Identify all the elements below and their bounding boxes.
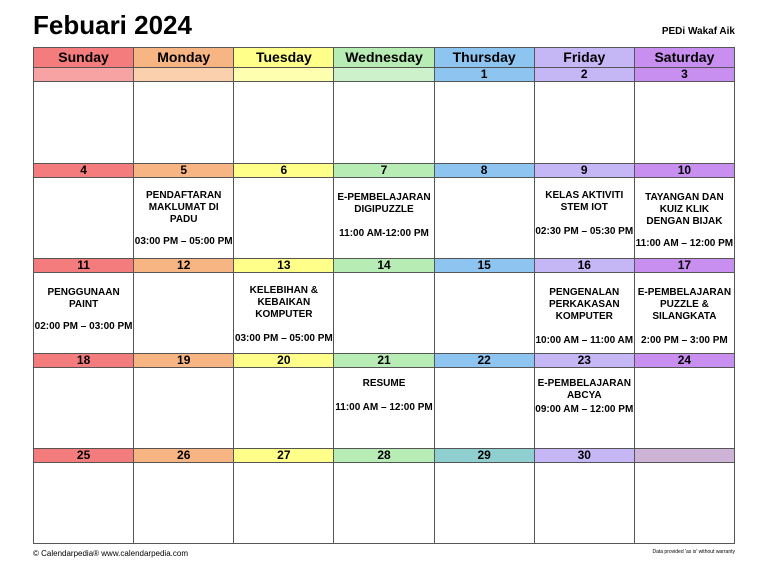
event-time: 03:00 PM – 05:00 PM — [234, 333, 333, 344]
day-cell[interactable] — [334, 368, 434, 449]
date-number: 10 — [635, 164, 735, 178]
day-cell[interactable] — [34, 273, 134, 354]
day-cell[interactable] — [234, 273, 334, 354]
date-number: 12 — [134, 259, 234, 273]
date-number — [234, 68, 334, 82]
date-number: 3 — [635, 68, 735, 82]
day-cell[interactable] — [134, 273, 234, 354]
day-cell[interactable] — [334, 82, 434, 164]
calendar-grid — [33, 47, 735, 544]
footer-disclaimer: Data provided 'as is' without warranty — [652, 549, 735, 555]
day-cell[interactable] — [234, 178, 334, 259]
event-title: TAYANGAN DAN KUIZ KLIK DENGAN BIJAK — [645, 192, 724, 227]
date-number — [635, 449, 735, 463]
date-number: 13 — [234, 259, 334, 273]
date-number: 2 — [535, 68, 635, 82]
week-body-row — [34, 178, 735, 259]
date-number: 5 — [134, 164, 234, 178]
date-number — [134, 68, 234, 82]
day-cell[interactable] — [435, 463, 535, 544]
day-cell[interactable] — [334, 178, 434, 259]
date-number: 30 — [535, 449, 635, 463]
date-number: 23 — [535, 354, 635, 368]
week-date-row — [34, 449, 735, 463]
day-cell[interactable] — [234, 368, 334, 449]
weekday-header-sunday: Sunday — [34, 48, 134, 68]
event-title: PENDAFTARAN MAKLUMAT DI PADU — [146, 190, 222, 225]
event-time: 2:00 PM – 3:00 PM — [641, 335, 728, 346]
day-cell[interactable] — [535, 463, 635, 544]
day-cell[interactable] — [134, 82, 234, 164]
week-body-row — [34, 82, 735, 164]
event-title: PENGGUNAAN PAINT — [47, 287, 120, 310]
date-number: 15 — [435, 259, 535, 273]
week-body-row — [34, 273, 735, 354]
day-cell[interactable] — [34, 463, 134, 544]
event-title: KELAS AKTIVITI STEM IOT — [545, 190, 624, 213]
day-cell[interactable] — [134, 368, 234, 449]
organization-label: PEDi Wakaf Aik — [661, 26, 735, 37]
weekday-header-friday: Friday — [535, 48, 635, 68]
day-cell[interactable] — [535, 368, 635, 449]
date-number — [334, 68, 434, 82]
day-cell[interactable] — [535, 178, 635, 259]
date-number: 28 — [334, 449, 434, 463]
week-body-row — [34, 368, 735, 449]
day-cell[interactable] — [334, 273, 434, 354]
date-number: 14 — [334, 259, 434, 273]
event-time: 09:00 AM – 12:00 PM — [535, 404, 634, 415]
day-cell[interactable] — [435, 273, 535, 354]
day-cell[interactable] — [234, 463, 334, 544]
day-cell[interactable] — [535, 273, 635, 354]
date-number: 20 — [234, 354, 334, 368]
day-cell[interactable] — [234, 82, 334, 164]
weeks-container — [34, 68, 735, 544]
event-title: PENGENALAN PERKAKASAN KOMPUTER — [548, 287, 620, 322]
date-number: 11 — [34, 259, 134, 273]
day-cell[interactable] — [435, 178, 535, 259]
event-time: 11:00 AM – 12:00 PM — [635, 238, 734, 249]
event-title: E-PEMBELAJARAN DIGIPUZZLE — [337, 192, 431, 215]
day-cell[interactable] — [635, 368, 735, 449]
day-cell[interactable] — [134, 463, 234, 544]
date-number: 21 — [334, 354, 434, 368]
week-body-row — [34, 463, 735, 544]
date-number — [34, 68, 134, 82]
date-number: 1 — [435, 68, 535, 82]
week-date-row — [34, 354, 735, 368]
date-number: 8 — [435, 164, 535, 178]
date-number: 26 — [134, 449, 234, 463]
footer-copyright: © Calendarpedia® www.calendarpedia.com — [33, 549, 188, 558]
weekday-header-thursday: Thursday — [435, 48, 535, 68]
event-title: E-PEMBELAJARAN ABCYA — [537, 378, 631, 401]
day-cell[interactable] — [635, 273, 735, 354]
weekday-header-monday: Monday — [134, 48, 234, 68]
weekday-header-tuesday: Tuesday — [234, 48, 334, 68]
day-cell[interactable] — [635, 178, 735, 259]
event-time: 03:00 PM – 05:00 PM — [134, 236, 233, 247]
event-time: 02:30 PM – 05:30 PM — [535, 226, 634, 237]
event-time: 11:00 AM – 12:00 PM — [335, 402, 433, 413]
date-number: 22 — [435, 354, 535, 368]
day-cell[interactable] — [535, 82, 635, 164]
date-number: 19 — [134, 354, 234, 368]
event-time: 02:00 PM – 03:00 PM — [34, 321, 133, 332]
day-cell[interactable] — [34, 178, 134, 259]
event-title: E-PEMBELAJARAN PUZZLE & SILANGKATA — [637, 287, 732, 322]
week-date-row — [34, 259, 735, 273]
date-number: 25 — [34, 449, 134, 463]
day-cell[interactable] — [34, 82, 134, 164]
date-number: 4 — [34, 164, 134, 178]
event-time: 10:00 AM – 11:00 AM — [535, 335, 634, 346]
event-time: 11:00 AM-12:00 PM — [339, 228, 429, 239]
week-date-row — [34, 68, 735, 82]
day-cell[interactable] — [334, 463, 434, 544]
date-number: 27 — [234, 449, 334, 463]
date-number: 9 — [535, 164, 635, 178]
event-title: KELEBIHAN & KEBAIKAN KOMPUTER — [249, 285, 319, 320]
day-cell[interactable] — [635, 82, 735, 164]
date-number: 17 — [635, 259, 735, 273]
weekday-header-wednesday: Wednesday — [334, 48, 434, 68]
day-cell[interactable] — [134, 178, 234, 259]
week-date-row — [34, 164, 735, 178]
date-number: 29 — [435, 449, 535, 463]
date-number: 24 — [635, 354, 735, 368]
day-cell[interactable] — [34, 368, 134, 449]
event-title: RESUME — [362, 378, 406, 389]
day-cell[interactable] — [435, 368, 535, 449]
day-cell[interactable] — [435, 82, 535, 164]
weekday-header-saturday: Saturday — [635, 48, 735, 68]
weekday-header-row — [34, 48, 735, 68]
date-number: 6 — [234, 164, 334, 178]
day-cell[interactable] — [635, 463, 735, 544]
date-number: 18 — [34, 354, 134, 368]
page-title: Febuari 2024 — [33, 10, 192, 40]
date-number: 16 — [535, 259, 635, 273]
date-number: 7 — [334, 164, 434, 178]
